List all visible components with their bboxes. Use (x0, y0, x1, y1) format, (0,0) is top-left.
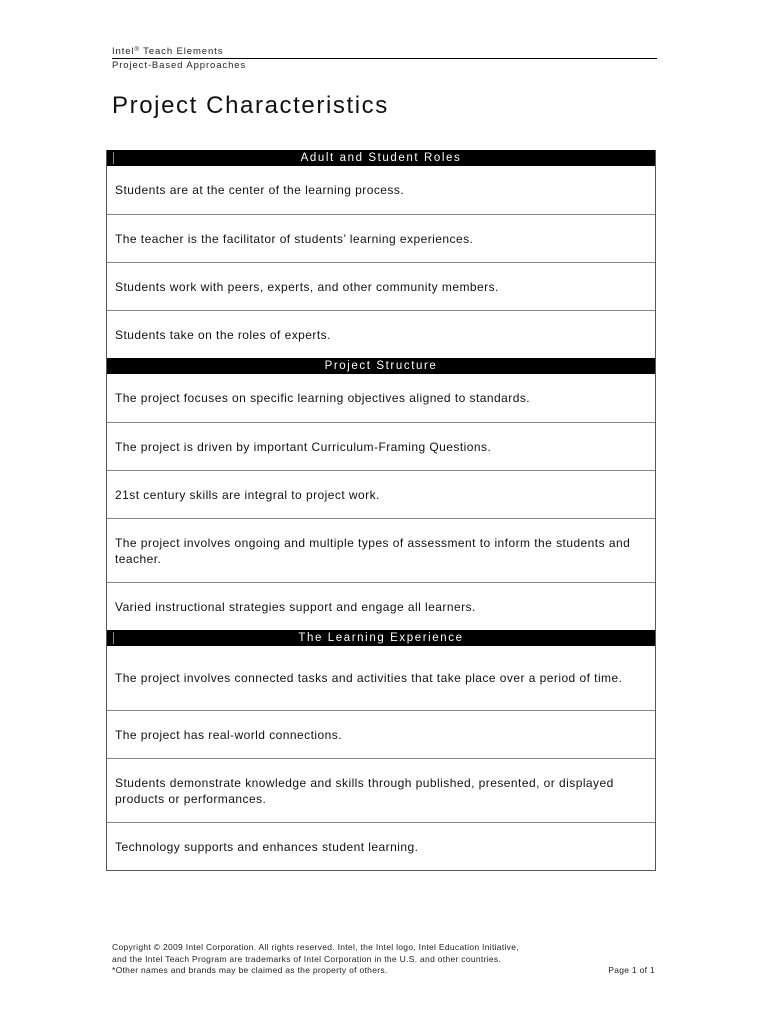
section-header-adult-student-roles: Adult and Student Roles (107, 150, 655, 166)
copyright-line: Copyright © 2009 Intel Corporation. All rights reserved. Intel, the Intel logo, Intel Education Initiative, (112, 942, 519, 952)
characteristics-table (106, 150, 656, 871)
trademark-line: and the Intel Teach Program are trademarks of Intel Corporation in the U.S. and other countries. (112, 953, 502, 964)
table-row: The project involves ongoing and multiple types of assessment to inform the students and teacher. (107, 518, 655, 582)
section-header-project-structure: Project Structure (107, 358, 655, 374)
header-course-name: Project-Based Approaches (112, 60, 247, 71)
page-title: Project Characteristics (112, 92, 389, 119)
table-row: The project has real-world connections. (107, 710, 655, 758)
table-row: Technology supports and enhances student learning. (107, 822, 655, 870)
table-row: The project involves connected tasks and activities that take place over a period of time. (115, 671, 623, 685)
table-row: The teacher is the facilitator of students’ learning experiences. (107, 214, 655, 262)
page-header (112, 45, 657, 72)
table-row: Varied instructional strategies support and engage all learners. (107, 582, 655, 630)
header-program-name: Intel® Teach Elements (112, 46, 224, 57)
page-number: Page 1 of 1 (608, 965, 655, 975)
table-row: 21st century skills are integral to project work. (107, 470, 655, 518)
page-footer (112, 942, 657, 977)
table-row: Students take on the roles of experts. (107, 310, 655, 358)
other-brands-line: *Other names and brands may be claimed as the property of others. (112, 965, 388, 975)
table-row: The project focuses on specific learning objectives aligned to standards. (115, 391, 531, 405)
table-row: Students work with peers, experts, and other community members. (107, 262, 655, 310)
header-mark (113, 152, 114, 164)
section-header-learning-experience: The Learning Experience (107, 630, 655, 646)
registered-mark: ® (134, 47, 140, 53)
table-row: Students are at the center of the learning process. (115, 183, 405, 197)
header-mark (113, 632, 114, 644)
table-row: The project is driven by important Curriculum-Framing Questions. (107, 422, 655, 470)
table-row: Students demonstrate knowledge and skills through published, presented, or displayed products or performances. (107, 758, 655, 822)
